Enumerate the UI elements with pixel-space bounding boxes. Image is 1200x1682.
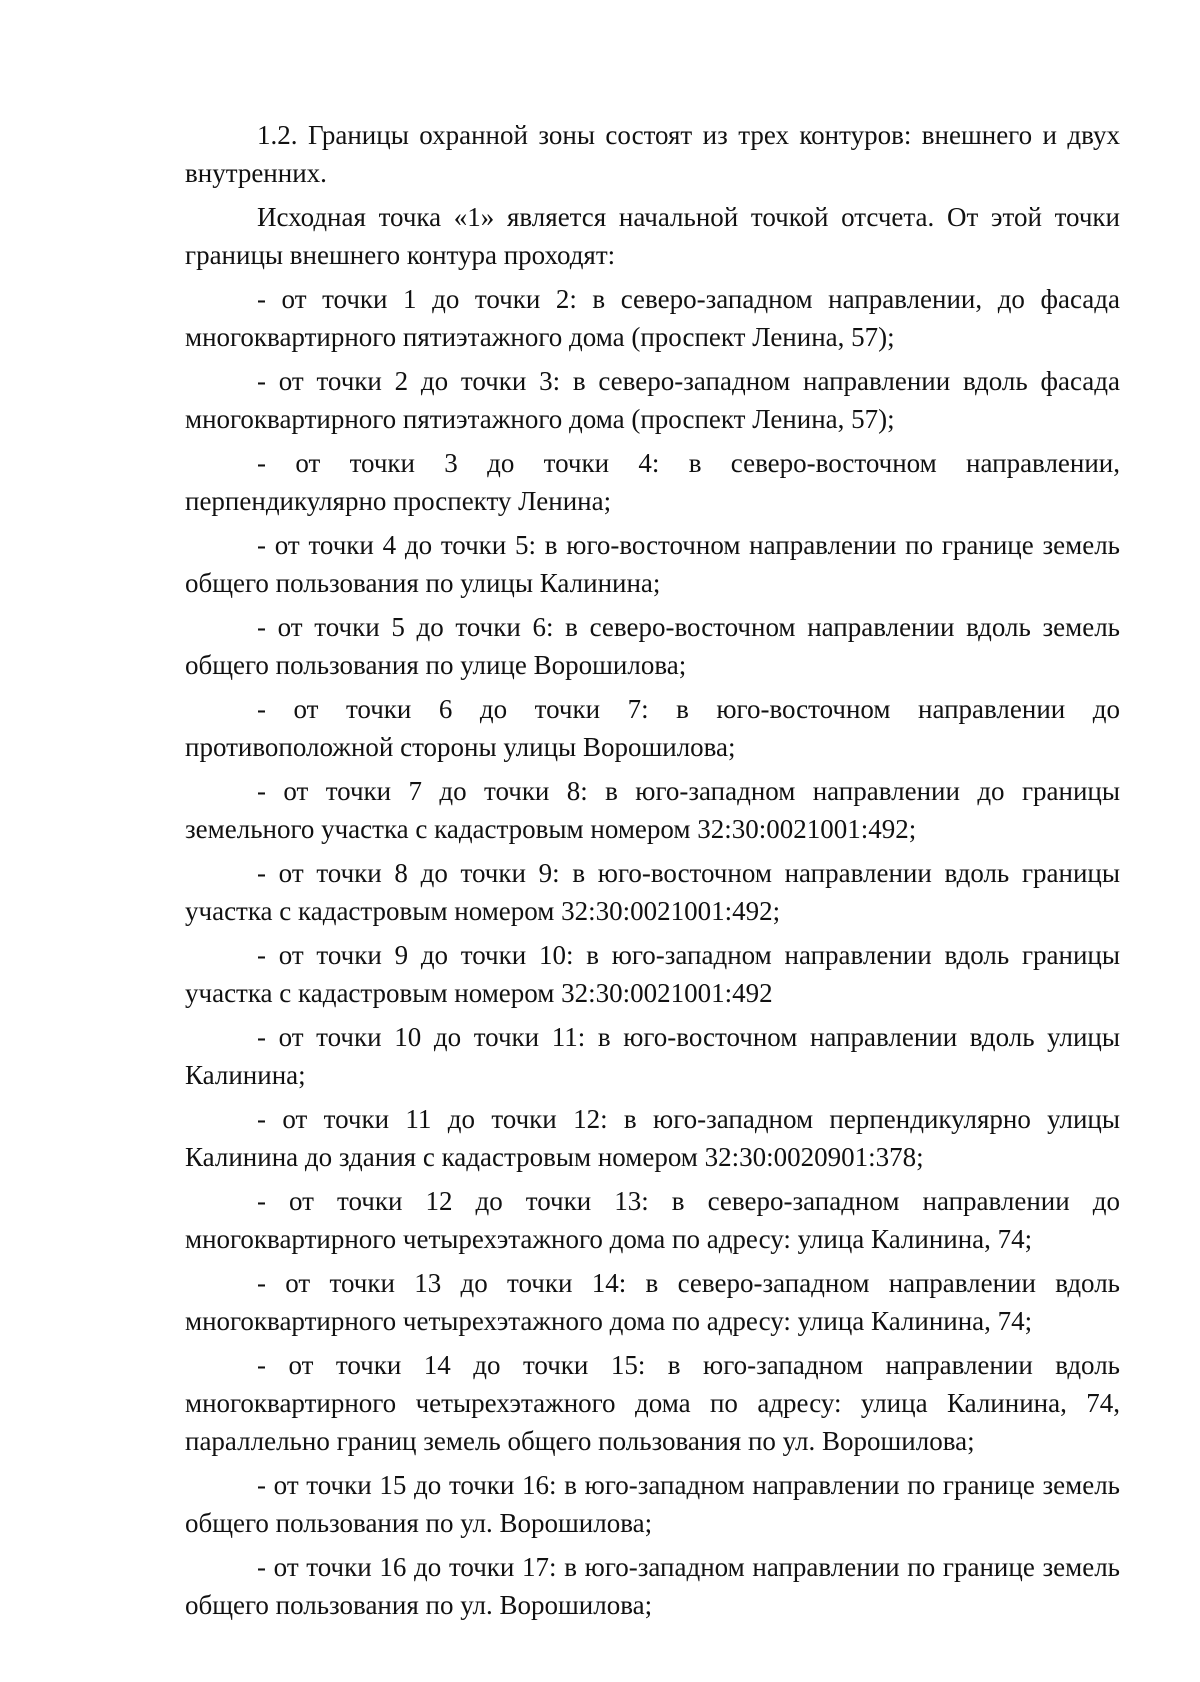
- document-body: [185, 116, 1120, 1630]
- boundary-item-3-4: - от точки 3 до точки 4: в северо-восточном направлении, перпендикулярно проспекту Ленина;: [185, 448, 1120, 516]
- boundary-item-13-14: - от точки 13 до точки 14: в северо-западном направлении вдоль многоквартирного четырехэтажного дома по адресу: улица Калинина, 74;: [185, 1268, 1120, 1336]
- boundary-item-1-2: - от точки 1 до точки 2: в северо-западном направлении, до фасада многоквартирного пятиэтажного дома (проспект Ленина, 57);: [185, 284, 1120, 352]
- boundary-item-6-7: - от точки 6 до точки 7: в юго-восточном направлении до противоположной стороны улицы Ворошилова;: [185, 694, 1120, 762]
- boundary-item-16-17: - от точки 16 до точки 17: в юго-западном направлении по границе земель общего пользования по ул. Ворошилова;: [185, 1552, 1120, 1620]
- boundary-item-5-6: - от точки 5 до точки 6: в северо-восточном направлении вдоль земель общего пользования по улице Ворошилова;: [185, 612, 1120, 680]
- boundary-item-9-10: - от точки 9 до точки 10: в юго-западном направлении вдоль границы участка с кадастровым номером 32:30:0021001:492: [185, 940, 1120, 1008]
- boundary-item-11-12: - от точки 11 до точки 12: в юго-западном перпендикулярно улицы Калинина до здания с кадастровым номером 32:30:0020901:378;: [185, 1104, 1120, 1172]
- boundary-item-10-11: - от точки 10 до точки 11: в юго-восточном направлении вдоль улицы Калинина;: [185, 1022, 1120, 1090]
- boundary-item-7-8: - от точки 7 до точки 8: в юго-западном направлении до границы земельного участка с кадастровым номером 32:30:0021001:492;: [185, 776, 1120, 844]
- boundary-item-4-5: - от точки 4 до точки 5: в юго-восточном направлении по границе земель общего пользования по улицы Калинина;: [185, 530, 1120, 598]
- boundary-item-14-15: - от точки 14 до точки 15: в юго-западном направлении вдоль многоквартирного четырехэтажного дома по адресу: улица Калинина, 74, параллельно границ земель общего пользования по ул. Ворошилова;: [185, 1350, 1120, 1456]
- boundary-item-12-13: - от точки 12 до точки 13: в северо-западном направлении до многоквартирного четырехэтажного дома по адресу: улица Калинина, 74;: [185, 1186, 1120, 1254]
- intro-paragraph: Исходная точка «1» является начальной точкой отсчета. От этой точки границы внешнего контура проходят:: [185, 202, 1120, 270]
- section-heading-paragraph: 1.2. Границы охранной зоны состоят из трех контуров: внешнего и двух внутренних.: [185, 120, 1120, 188]
- boundary-item-15-16: - от точки 15 до точки 16: в юго-западном направлении по границе земель общего пользования по ул. Ворошилова;: [185, 1470, 1120, 1538]
- boundary-item-2-3: - от точки 2 до точки 3: в северо-западном направлении вдоль фасада многоквартирного пятиэтажного дома (проспект Ленина, 57);: [185, 366, 1120, 434]
- boundary-item-8-9: - от точки 8 до точки 9: в юго-восточном направлении вдоль границы участка с кадастровым номером 32:30:0021001:492;: [185, 858, 1120, 926]
